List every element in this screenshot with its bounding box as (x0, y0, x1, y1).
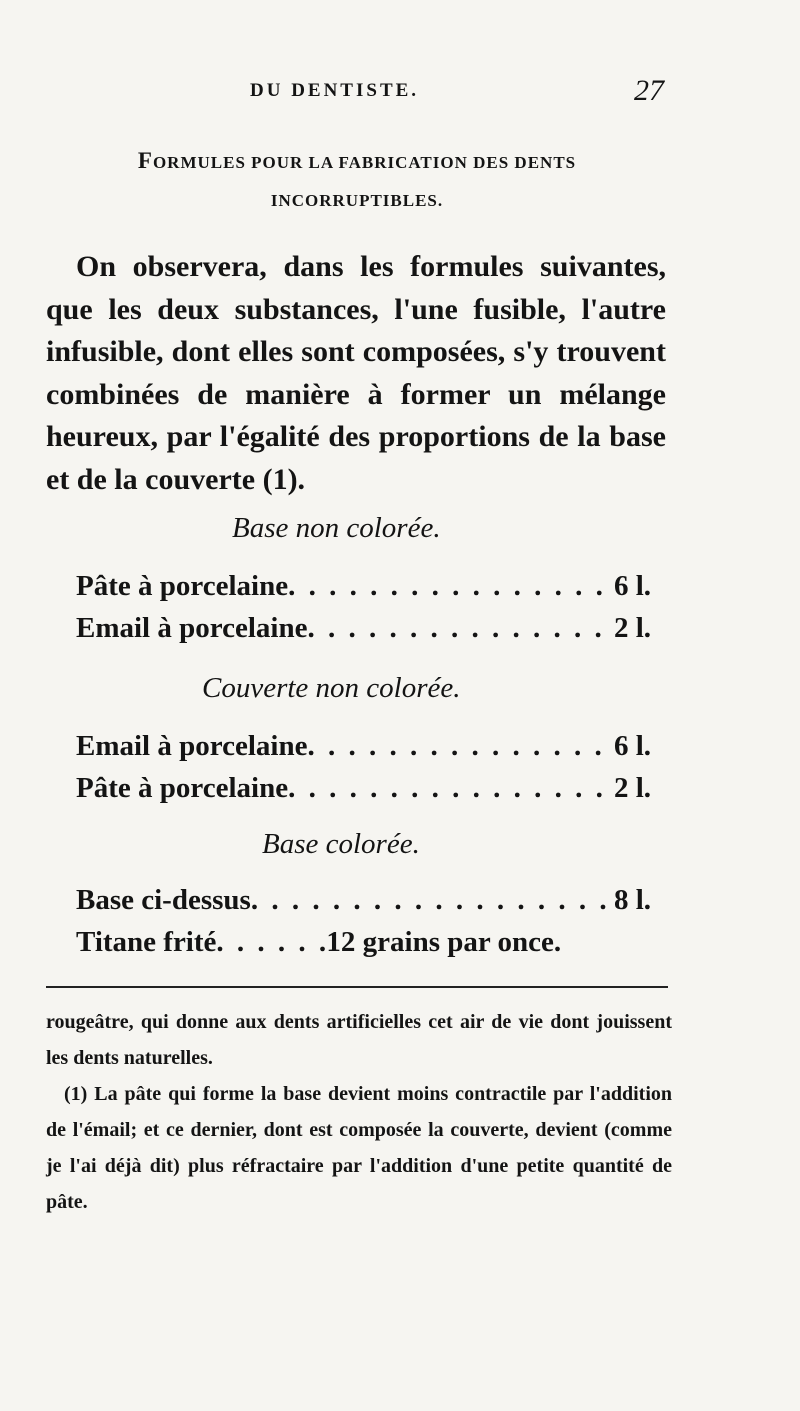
leader-dots (288, 772, 608, 805)
ingredient-quantity: 12 grains par once. (326, 926, 562, 958)
intro-first-line: On observera, dans les formules suivantes, (76, 250, 666, 283)
ingredient-name: Pâte à porcelaine (76, 570, 289, 602)
leader-dots (307, 730, 607, 763)
recipe-row (76, 730, 651, 770)
page-number: 27 (634, 74, 664, 107)
recipe-row (76, 570, 651, 610)
section-title-line-1-rest: ORMULES POUR LA FABRICATION DES DENTS (152, 153, 577, 172)
section-title-initial: F (137, 148, 153, 173)
recipe-row (76, 884, 651, 924)
section-title (62, 142, 652, 220)
footnote-rule (46, 986, 668, 988)
ingredient-name: Email à porcelaine (76, 730, 308, 762)
intro-rest: que les deux substances, l'une fusible, l'autre infusible, dont elles sont composées, s'y trouvent combinées de manière à former un mélange heureux, par l'égalité des proportions de la base et de la couverte (1). (46, 292, 666, 496)
ingredient-quantity: 2 l. (613, 612, 651, 644)
leader-dots (216, 926, 326, 959)
ingredient-quantity: 2 l. (613, 772, 651, 804)
recipe-heading-base-non-coloree: Base non colorée. (232, 512, 441, 544)
footnote-1: (1) La pâte qui forme la base devient moins contractile par l'addition de l'émail; et ce dernier, dont est composée la couverte, devient (comme je l'ai déjà dit) plus réfractaire par l'addition d'une petite quantité de pâte. (46, 1083, 672, 1213)
ingredient-quantity: 6 l. (613, 730, 651, 762)
leader-dots (288, 570, 608, 603)
intro-paragraph (46, 246, 666, 501)
ingredient-name: Email à porcelaine (76, 612, 308, 644)
leader-dots (307, 612, 607, 645)
ingredient-quantity: 8 l. (613, 884, 651, 916)
footnotes (46, 1004, 672, 1220)
recipe-heading-couverte-non-coloree: Couverte non colorée. (202, 672, 461, 704)
section-title-line-2: INCORRUPTIBLES. (270, 191, 444, 210)
leader-dots (251, 884, 608, 917)
page-header (0, 74, 800, 108)
ingredient-quantity: 6 l. (613, 570, 651, 602)
recipe-row (76, 612, 651, 652)
ingredient-name: Base ci-dessus (76, 884, 251, 916)
footnote-continuation: rougeâtre, qui donne aux dents artificielles cet air de vie dont jouissent les dents naturelles. (46, 1011, 672, 1069)
recipe-row (76, 926, 651, 966)
ingredient-name: Pâte à porcelaine (76, 772, 289, 804)
ingredient-name: Titane frité (76, 926, 217, 958)
recipe-row (76, 772, 651, 812)
section-title-line-1 (62, 142, 652, 182)
recipe-heading-base-coloree: Base colorée. (262, 828, 420, 860)
running-title: DU DENTISTE. (250, 80, 420, 101)
